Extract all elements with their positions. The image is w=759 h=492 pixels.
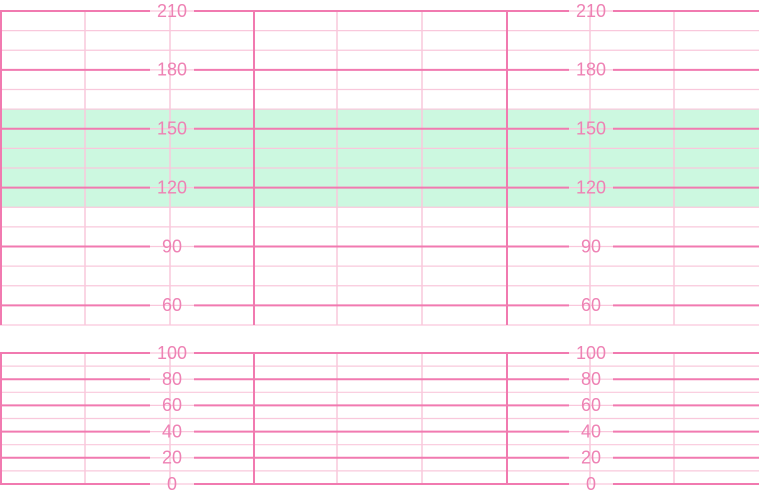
uc-tick-label: 100	[156, 342, 188, 363]
uc-tick-label: 20	[161, 447, 183, 468]
fhr-tick-label: 150	[575, 118, 607, 139]
fhr-tick-label: 60	[580, 295, 602, 316]
fhr-tick-label: 120	[575, 177, 607, 198]
uc-tick-label: 100	[575, 342, 607, 363]
fhr-tick-label: 90	[161, 236, 183, 257]
uc-tick-label: 40	[161, 421, 183, 442]
fhr-tick-label: 180	[156, 59, 188, 80]
uc-tick-label: 80	[161, 368, 183, 389]
uc-tick-label: 0	[166, 473, 178, 492]
uc-tick-label: 60	[580, 395, 602, 416]
uc-tick-label: 20	[580, 447, 602, 468]
fhr-tick-label: 150	[156, 118, 188, 139]
uc-tick-label: 40	[580, 421, 602, 442]
uc-panel	[0, 343, 759, 492]
fhr-tick-label: 60	[161, 295, 183, 316]
uc-tick-label: 0	[585, 473, 597, 492]
fhr-tick-label: 210	[156, 0, 188, 21]
fhr-panel	[0, 1, 759, 325]
fhr-tick-label: 210	[575, 0, 607, 21]
uc-tick-label: 80	[580, 368, 602, 389]
uc-tick-label: 60	[161, 395, 183, 416]
fhr-tick-label: 90	[580, 236, 602, 257]
normal-range-band	[0, 109, 759, 207]
fhr-tick-label: 120	[156, 177, 188, 198]
fhr-tick-label: 180	[575, 59, 607, 80]
